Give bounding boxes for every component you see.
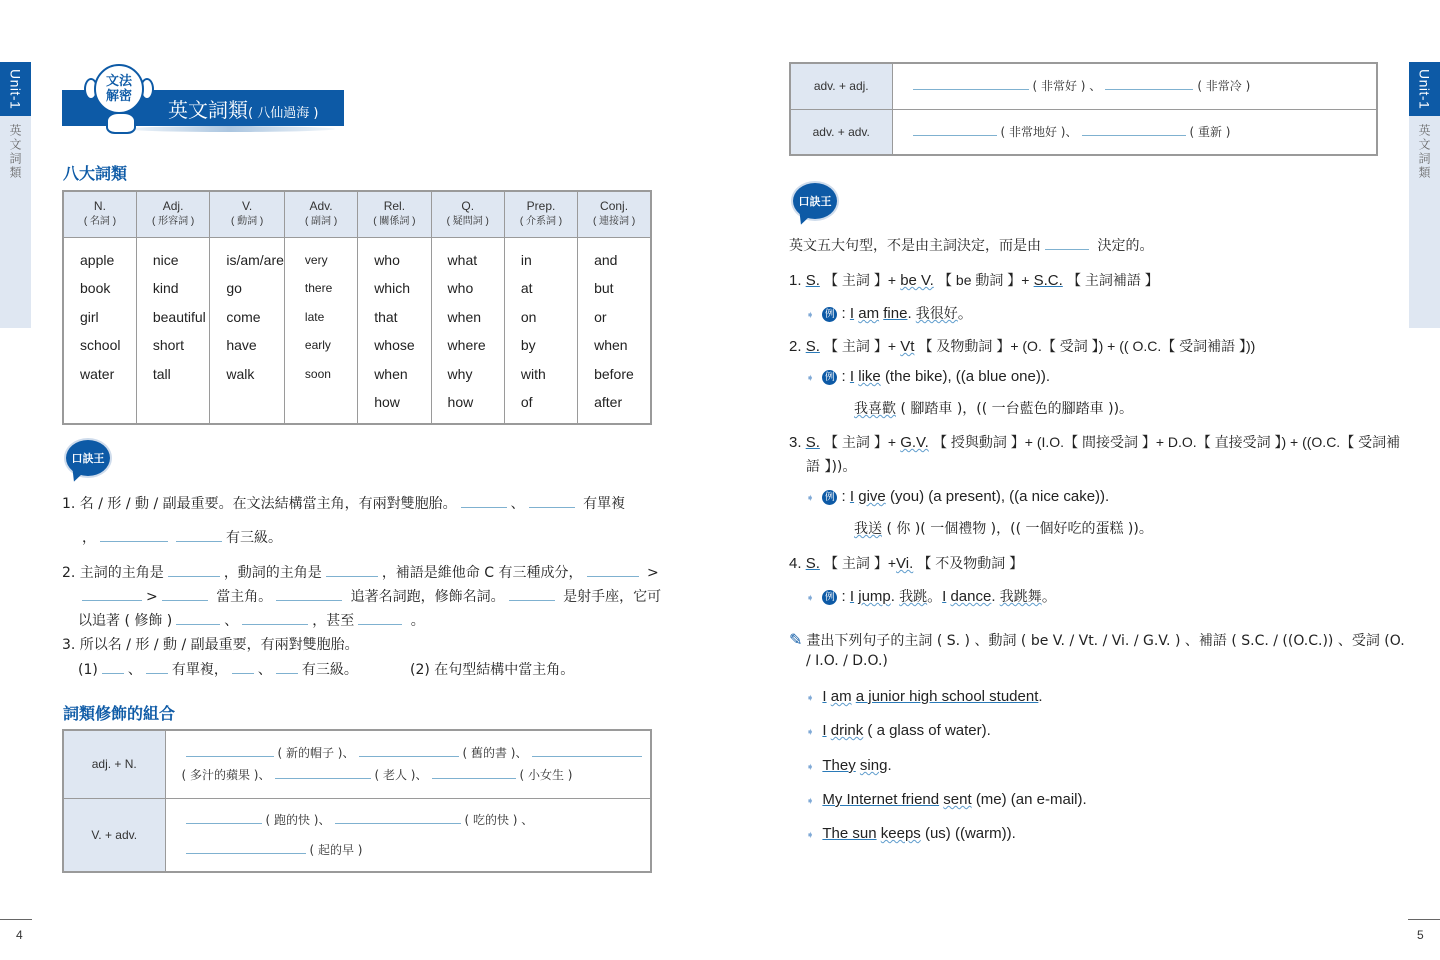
combo-item: ( 跑的快 )、: [265, 812, 331, 827]
sentence-pattern-intro: [789, 235, 1153, 255]
example-badge-icon: 例: [822, 490, 837, 505]
pos-column-header: [578, 191, 651, 237]
blank[interactable]: [82, 587, 142, 601]
blank[interactable]: [102, 660, 124, 674]
exercise-sentence: [806, 722, 991, 739]
pos-column-header: [431, 191, 504, 237]
blank[interactable]: [509, 587, 555, 601]
combo-values: [165, 798, 651, 872]
pos-word: and: [594, 251, 618, 268]
blank[interactable]: [1045, 236, 1089, 250]
subject-mark: I: [849, 588, 855, 605]
verb-mark: be V.: [900, 272, 934, 289]
text: 以追著 ( 修飾 ): [78, 613, 173, 629]
text: (you) (a present), ((a nice cake)).: [889, 488, 1110, 505]
pos-word: or: [594, 308, 607, 325]
pos-header-zh: ( 形容詞 ): [151, 216, 195, 228]
arrow-icon: ➧: [806, 693, 815, 704]
mnemonic-line-1b: [82, 527, 282, 547]
pos-word: on: [520, 308, 537, 325]
subject-mark: They: [822, 757, 856, 774]
text: 我送: [854, 521, 882, 537]
unit-label-box: [1409, 62, 1440, 116]
mnemonic-label: 口訣王: [64, 438, 112, 478]
blank[interactable]: [532, 743, 642, 757]
exercise-instruction: [789, 630, 1405, 650]
pos-word: when: [594, 337, 628, 354]
text: 2. 主詞的主角是: [62, 565, 164, 581]
pos-header-zh: ( 關係詞 ): [373, 216, 416, 228]
combo-row: [63, 730, 651, 798]
pos-word: at: [520, 280, 533, 297]
text: 、: [224, 613, 239, 629]
text: .: [991, 588, 996, 605]
mascot-icon: [78, 62, 162, 138]
pos-word: very: [304, 252, 328, 267]
text: 【 be 動詞 】+: [938, 272, 1030, 288]
subject-mark: I: [822, 688, 827, 705]
unit-label-box: [0, 62, 31, 116]
pos-word: how: [374, 394, 400, 411]
pattern-2: [789, 336, 1255, 356]
mnemonic-line-3: 3. 所以名 / 形 / 動 / 副最重要，有兩對雙胞胎。: [62, 637, 359, 653]
text: 【 主詞 】+: [824, 338, 897, 354]
pos-column-words: [136, 237, 209, 424]
combo-key: V. + adv.: [63, 798, 165, 872]
text: 決定的。: [1097, 238, 1154, 254]
blank[interactable]: [335, 810, 461, 824]
blank[interactable]: [162, 587, 208, 601]
arrow-icon: ➧: [806, 310, 815, 321]
pos-column-header: [210, 191, 285, 237]
blank[interactable]: [913, 76, 1029, 90]
pos-word: there: [304, 281, 333, 296]
text: 3.: [789, 434, 802, 451]
pos-column-words: [358, 237, 431, 424]
chapter-label: 英文詞類: [1417, 124, 1431, 180]
combo-item: ( 起的早 ): [309, 842, 363, 857]
blank[interactable]: [529, 494, 575, 508]
pos-header-zh: ( 疑問詞 ): [446, 216, 489, 228]
text: 、: [127, 662, 142, 678]
combo-item: ( 小女生 ): [519, 768, 573, 783]
combo-row: [63, 798, 651, 872]
text: 我跳舞: [999, 588, 1042, 604]
verb-mark: sing: [859, 757, 888, 774]
pos-word: before: [594, 365, 634, 382]
text: 【 主詞 】+: [824, 272, 897, 288]
exercise-sentence: [806, 825, 1016, 842]
text: 追著名詞跑，修飾名詞。: [350, 589, 505, 605]
unit-side-tab-left: [0, 62, 31, 328]
subject-mark: I: [849, 305, 855, 322]
blank[interactable]: [176, 528, 222, 542]
pos-header-en: Prep.: [526, 199, 556, 214]
exercise-sentence: [806, 757, 892, 774]
verb-mark: drink: [830, 722, 864, 739]
pos-column-words: [431, 237, 504, 424]
subject-mark: I: [849, 488, 855, 505]
text: 【 主詞 】+: [824, 555, 897, 571]
combo-item: ( 多汁的蘋果 )、: [181, 768, 271, 783]
arrow-icon: ➧: [806, 727, 815, 738]
blank[interactable]: [1082, 122, 1186, 136]
example-badge-icon: 例: [822, 307, 837, 322]
arrow-icon: ➧: [806, 830, 815, 841]
arrow-icon: ➧: [806, 493, 815, 504]
mnemonic-label: 口訣王: [791, 181, 839, 221]
pattern-1: [789, 270, 1159, 290]
text: 【 不及物動詞 】: [917, 555, 1024, 571]
pattern-4-example: ➧ 例 : I jump. 我跳。I dance. 我跳舞。: [806, 588, 1057, 605]
exercise-sentence: [806, 791, 1087, 808]
example-badge-icon: 例: [822, 590, 837, 605]
combo-row: [790, 109, 1377, 155]
mnemonic-line-2c: [78, 610, 425, 630]
subject-mark: I: [822, 722, 827, 739]
pos-word: but: [594, 280, 614, 297]
combo-values: [165, 730, 651, 798]
pos-word: in: [520, 251, 532, 268]
mnemonic-line-3b: [78, 659, 358, 679]
text: ( 腳踏車 )，(( 一台藍色的腳踏車 ))。: [900, 401, 1134, 417]
pattern-4: [789, 553, 1023, 573]
mascot-head: [94, 64, 144, 114]
text: 是射手座，它可: [563, 589, 662, 605]
pos-word: where: [447, 337, 486, 354]
text: ，動詞的主角是: [223, 565, 322, 581]
parts-of-speech-table: [62, 190, 652, 425]
pos-column-header: [358, 191, 431, 237]
verb-mark: am: [830, 688, 852, 705]
pos-word: water: [80, 365, 115, 382]
blank[interactable]: [186, 810, 262, 824]
text: 、: [510, 496, 525, 512]
pos-header-zh: ( 名詞 ): [83, 216, 117, 228]
verb-mark: give: [858, 488, 886, 505]
page-rule-left: [0, 919, 32, 920]
mascot-text: 解密: [105, 89, 132, 104]
text: 有三級。: [301, 662, 358, 678]
text: ，補語是維他命 C 有三種成分，: [381, 565, 583, 581]
subject-mark: I: [849, 368, 855, 385]
text: 有三級。: [226, 530, 282, 546]
blank[interactable]: [913, 122, 997, 136]
combo-item: ( 非常好 ) 、: [1032, 79, 1102, 94]
pos-word: how: [447, 394, 474, 411]
pos-header-zh: ( 副詞 ): [304, 216, 338, 228]
verb-mark: like: [858, 368, 881, 385]
pos-column-words: [578, 237, 651, 424]
text: >: [646, 565, 659, 581]
pos-word: apple: [80, 251, 115, 268]
pattern-3-translation: [854, 518, 1153, 538]
subject-mark: I: [942, 588, 947, 605]
combo-item: ( 重新 ): [1189, 124, 1231, 139]
pattern-2-example: ➧ 例 : I like (the bike), ((a blue one)).: [806, 368, 1051, 385]
pos-header-en: Q.: [461, 199, 475, 214]
pos-word: after: [594, 394, 623, 411]
text: 【 主詞 】+: [824, 434, 897, 450]
sentence-part: a junior high school student: [855, 688, 1039, 705]
pos-word: which: [374, 280, 410, 297]
subject-mark: S.: [805, 272, 820, 289]
combo-row: [790, 63, 1377, 109]
verb-mark: G.V.: [900, 434, 929, 451]
pos-header-zh: ( 連接詞 ): [592, 216, 636, 228]
text: .: [890, 588, 895, 605]
text: 【 授與動詞 】+ (I.O.【 間接受詞 】+ D.O.【 直接受詞 】) + ((O.C.【 受詞補: [933, 434, 1401, 450]
pos-word: book: [80, 280, 111, 297]
text: 2.: [789, 338, 802, 355]
text: >: [146, 589, 158, 605]
text: 英文五大句型，不是由主詞決定，而是由: [789, 238, 1041, 254]
text: 當主角。: [216, 589, 273, 605]
pos-word: tall: [152, 365, 171, 382]
pos-column-words: [284, 237, 357, 424]
blank[interactable]: [100, 528, 168, 542]
mascot-text: 文法: [105, 74, 132, 89]
mnemonic-bubble-icon: [60, 438, 112, 482]
text: 【 主詞補語 】: [1066, 272, 1159, 288]
text: (1): [78, 662, 98, 678]
text: 有單複，: [171, 662, 228, 678]
blank[interactable]: [275, 765, 371, 779]
blank[interactable]: [358, 611, 402, 625]
pos-word: short: [152, 337, 184, 354]
pos-word: soon: [304, 366, 331, 381]
mascot-body: [106, 112, 136, 134]
modifier-combo-table-1: [62, 729, 652, 873]
mnemonic-line-2b: [78, 586, 661, 606]
text: 。: [957, 305, 973, 322]
combo-key: adv. + adv.: [790, 109, 892, 155]
page-number-left: 4: [16, 928, 23, 942]
pos-word: nice: [152, 251, 179, 268]
example-badge-icon: 例: [822, 370, 837, 385]
pos-column-words: [210, 237, 285, 424]
combo-item: ( 非常冷 ): [1197, 79, 1251, 94]
pos-word: kind: [152, 280, 179, 297]
text: 1.: [789, 272, 802, 289]
arrow-icon: ➧: [806, 796, 815, 807]
pos-word: with: [520, 365, 546, 382]
pos-word: early: [304, 338, 331, 353]
pos-word: school: [80, 337, 121, 354]
pattern-3-example: ➧ 例 : I give (you) (a present), ((a nice cake)).: [806, 488, 1110, 505]
modifier-combo-table-2: [789, 62, 1378, 156]
exercise-instruction-cont: / I.O. / D.O.): [806, 653, 888, 669]
text: 1. 名 / 形 / 動 / 副最重要。在文法結構當主角，有兩對雙胞胎。: [62, 496, 457, 512]
pos-header-en: Conj.: [600, 199, 629, 214]
subject-mark: S.: [805, 338, 820, 355]
pos-column-header: [63, 191, 136, 237]
pos-word: whose: [374, 337, 415, 354]
bubble-tail: [795, 211, 810, 226]
pos-column-header: [136, 191, 209, 237]
text: 我跳: [899, 588, 928, 604]
pos-word: is/am/are: [226, 251, 284, 268]
blank[interactable]: [432, 765, 516, 779]
text: 有單複: [583, 496, 626, 512]
verb-mark: Vt: [900, 338, 915, 355]
combo-key: adj. + N.: [63, 730, 165, 798]
page-title: [168, 94, 318, 123]
subject-mark: The sun: [822, 825, 877, 842]
verb-mark: Vi.: [896, 555, 914, 572]
pos-word: who: [374, 251, 400, 268]
pos-word: when: [374, 365, 408, 382]
arrow-icon: ➧: [806, 593, 815, 604]
pos-word: why: [447, 365, 473, 382]
text: 、: [257, 662, 272, 678]
title-text: 英文詞類: [168, 98, 248, 122]
pos-word: by: [520, 337, 536, 354]
blank[interactable]: [1105, 76, 1193, 90]
mnemonic-line-1: [62, 493, 625, 513]
blank[interactable]: [461, 494, 507, 508]
verb-mark: am: [858, 305, 880, 322]
pos-word: go: [226, 280, 242, 297]
verb-mark: sent: [943, 791, 972, 808]
combo-item: ( 吃的快 ) 、: [464, 812, 534, 827]
complement-mark: fine: [883, 305, 908, 322]
subject-mark: S.: [805, 434, 820, 451]
text: 。: [927, 588, 943, 605]
blank[interactable]: [186, 743, 274, 757]
bubble-tail: [68, 468, 83, 483]
sentence-part: (us) ((warm)).: [924, 825, 1016, 842]
pos-word: when: [447, 308, 482, 325]
text: (the bike), ((a blue one)).: [884, 368, 1051, 385]
sentence-part: (me) (an e-mail).: [975, 791, 1087, 808]
text: 我喜歡: [854, 401, 896, 417]
text: 【 及物動詞 】+ (O.【 受詞 】) + (( O.C.【 受詞補語 】)): [918, 338, 1256, 354]
pos-word: come: [226, 308, 261, 325]
pos-word: girl: [80, 308, 99, 325]
pos-header-zh: ( 動詞 ): [231, 216, 264, 228]
section-heading-combo: 詞類修飾的組合: [63, 704, 176, 723]
mnemonic-bubble-icon: [787, 181, 839, 225]
pos-word: of: [520, 394, 533, 411]
pos-column-words: [63, 237, 136, 424]
combo-item: ( 老人 )、: [374, 768, 428, 783]
complement-mark: S.C.: [1033, 272, 1063, 289]
exercise-sentence: [806, 688, 1043, 705]
text: .: [907, 305, 912, 322]
sentence-part: .: [887, 757, 892, 774]
pos-header-en: Adv.: [309, 199, 333, 214]
pos-word: late: [304, 309, 325, 324]
pos-header-en: Rel.: [383, 199, 406, 214]
arrow-icon: ➧: [806, 373, 815, 384]
blank[interactable]: [359, 743, 459, 757]
pattern-1-example: ➧ 例 : I am fine. 我很好。: [806, 305, 973, 322]
pos-column-header: [284, 191, 357, 237]
pattern-2-translation: [854, 398, 1133, 418]
pos-word: what: [447, 251, 478, 268]
pattern-3: [789, 432, 1400, 452]
sentence-part: ( a glass of water).: [867, 722, 991, 739]
blank[interactable]: [146, 660, 168, 674]
arrow-icon: ➧: [806, 762, 815, 773]
page-number-right: 5: [1417, 928, 1424, 942]
text: ，甚至: [312, 613, 355, 629]
pos-word: that: [374, 308, 398, 325]
combo-key: adv. + adj.: [790, 63, 892, 109]
verb-mark: jump: [858, 588, 891, 605]
blank[interactable]: [326, 563, 378, 577]
pos-header-en: Adj.: [162, 199, 184, 214]
text: ，: [82, 530, 96, 546]
combo-item: ( 新的帽子 )、: [277, 746, 355, 761]
pos-header-en: N.: [93, 199, 106, 214]
pos-word: who: [447, 280, 474, 297]
verb-mark: dance: [950, 588, 992, 605]
pattern-3-cont: 語 】))。: [806, 459, 857, 475]
pencil-icon: ✎: [789, 630, 803, 649]
text: 4.: [789, 555, 802, 572]
pos-word: have: [226, 337, 257, 354]
verb-mark: keeps: [880, 825, 921, 842]
pos-column-header: [504, 191, 577, 237]
combo-item: ( 舊的書 )、: [462, 746, 528, 761]
text: 畫出下列句子的主詞 ( S. ) 、動詞 ( be V. / Vt. / Vi. / G.V. ) 、補語 ( S.C. / ((O.C.)) 、受詞 (O.: [806, 633, 1405, 649]
page-rule-right: [1408, 919, 1440, 920]
text: 我很好: [915, 305, 958, 321]
mnemonic-line-2: [62, 562, 659, 582]
section-heading-pos: 八大詞類: [63, 164, 128, 183]
unit-label: Unit-1: [1416, 68, 1433, 110]
unit-side-tab-right: [1409, 62, 1440, 328]
blank[interactable]: [186, 840, 306, 854]
subject-mark: My Internet friend: [822, 791, 940, 808]
combo-values: [892, 63, 1377, 109]
combo-item: ( 非常地好 )、: [1000, 124, 1078, 139]
mnemonic-line-3c: (2) 在句型結構中當主角。: [410, 662, 575, 678]
pos-word: beautiful: [152, 308, 206, 325]
blank[interactable]: [168, 563, 220, 577]
combo-values: [892, 109, 1377, 155]
pos-header-zh: ( 介系詞 ): [519, 216, 563, 228]
unit-label: Unit-1: [7, 68, 24, 110]
blank[interactable]: [276, 660, 298, 674]
blank[interactable]: [232, 660, 254, 674]
blank[interactable]: [587, 563, 639, 577]
blank[interactable]: [242, 611, 308, 625]
text: 。: [1041, 588, 1057, 605]
blank[interactable]: [276, 587, 342, 601]
text: 。: [410, 613, 425, 629]
pos-column-words: [504, 237, 577, 424]
subject-mark: S.: [805, 555, 820, 572]
chapter-label: 英文詞類: [8, 124, 22, 180]
title-subtitle: ( 八仙過海 ): [248, 106, 319, 121]
blank[interactable]: [176, 611, 220, 625]
sentence-part: .: [1038, 688, 1043, 705]
pos-word: walk: [226, 365, 255, 382]
text: ( 你 )( 一個禮物 )，(( 一個好吃的蛋糕 ))。: [886, 521, 1153, 537]
pos-header-en: V.: [241, 199, 253, 214]
